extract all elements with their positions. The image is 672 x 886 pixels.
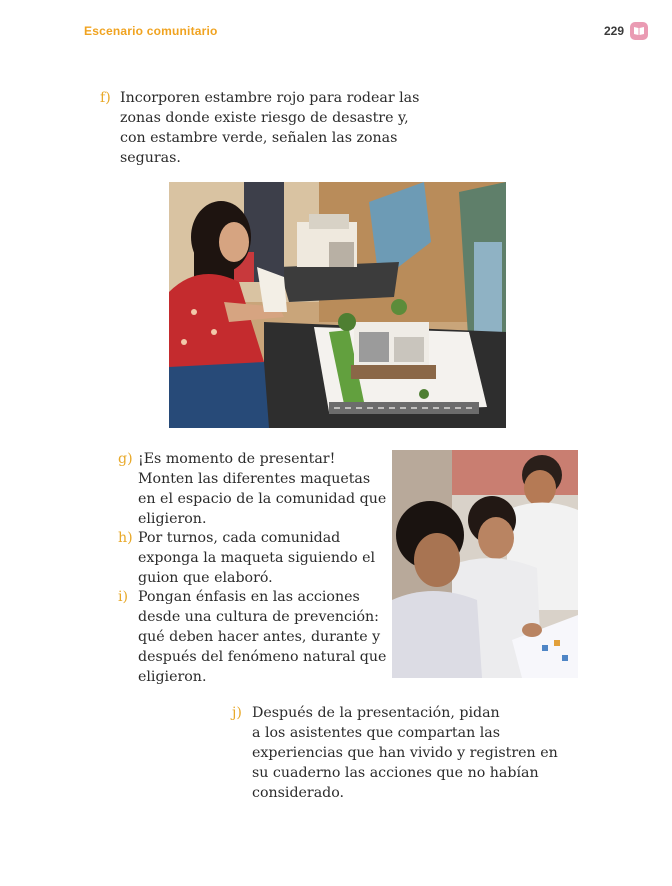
instruction-j	[232, 703, 558, 803]
text-line: después del fenómeno natural que	[138, 649, 387, 665]
instruction-f	[100, 88, 420, 168]
item-letter: h)	[118, 530, 133, 546]
text-line: en el espacio de la comunidad que	[138, 491, 387, 507]
text-line: eligieron.	[138, 669, 207, 685]
text-line: Monten las diferentes maquetas	[138, 471, 371, 487]
page-header-right	[604, 22, 648, 40]
text-line: eligieron.	[138, 511, 207, 527]
book-icon	[630, 22, 648, 40]
text-line: zonas donde existe riesgo de desastre y,	[120, 110, 409, 126]
text-line: su cuaderno las acciones que no habían	[252, 765, 539, 781]
text-line: qué deben hacer antes, durante y	[138, 629, 381, 645]
text-line: Después de la presentación, pidan	[252, 705, 500, 721]
item-letter: f)	[100, 90, 111, 106]
instruction-h	[118, 528, 376, 588]
page-number: 229	[603, 24, 624, 38]
text-line: desde una cultura de prevención:	[138, 609, 379, 625]
item-letter: g)	[118, 451, 133, 467]
instruction-g	[118, 449, 387, 529]
section-title: Escenario comunitario	[84, 24, 218, 38]
text-line: a los asistentes que compartan las	[252, 725, 500, 741]
text-line: Pongan énfasis en las acciones	[138, 589, 360, 605]
children-photo	[392, 450, 578, 678]
model-photo	[169, 182, 506, 428]
item-letter: i)	[118, 589, 129, 605]
text-line: con estambre verde, señalen las zonas	[120, 130, 398, 146]
instruction-i	[118, 587, 387, 687]
text-line: experiencias que han vivido y registren en	[252, 745, 558, 761]
text-line: considerado.	[252, 785, 345, 801]
text-line: Por turnos, cada comunidad	[138, 530, 341, 546]
item-letter: j)	[232, 705, 242, 721]
text-line: guion que elaboró.	[138, 570, 273, 586]
text-line: Incorporen estambre rojo para rodear las	[120, 90, 420, 106]
text-line: seguras.	[120, 150, 181, 166]
text-line: ¡Es momento de presentar!	[138, 451, 336, 467]
text-line: exponga la maqueta siguiendo el	[138, 550, 376, 566]
